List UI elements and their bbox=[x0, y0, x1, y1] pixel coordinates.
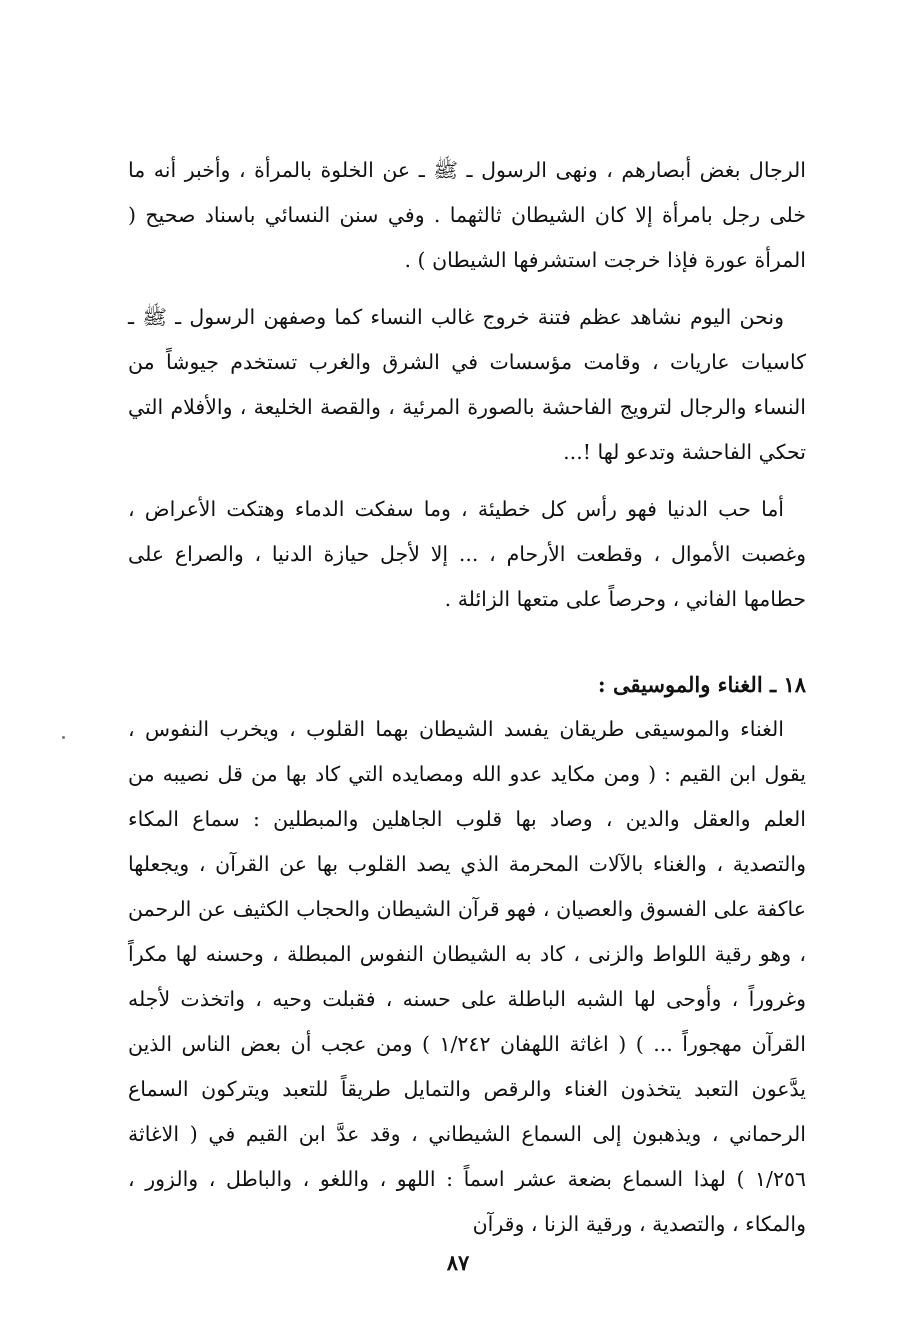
paragraph-1: الرجال بغض أبصارهم ، ونهى الرسول ـ ﷺ ـ عن الخلوة بالمرأة ، وأخبر أنه ما خلى رجل بامرأة إلا كان الشيطان ثالثهما . وفي سنن النسائي باسناد صحيح ( المرأة عورة فإذا خرجت استشرفها الشيطان ) . bbox=[128, 158, 806, 272]
paragraph-2: ونحن اليوم نشاهد عظم فتنة خروج غالب النساء كما وصفهن الرسول ـ ﷺ ـ كاسيات عاريات ، وقامت مؤسسات في الشرق والغرب تستخدم جيوشاً من النساء والرجال لترويج الفاحشة بالصورة المرئية ، والقصة الخليعة ، والأفلام التي تحكي الفاحشة وتدعو لها !... bbox=[128, 305, 806, 464]
section-body: الغناء والموسيقى طريقان يفسد الشيطان بهما القلوب ، ويخرب النفوس ، يقول ابن القيم : ( ومن مكايد عدو الله ومصايده التي كاد بها من قل نصيبه من العلم والعقل والدين ، وصاد بها قلوب الجاهلين والمبطلين : سماع المكاء والتصدية ، والغناء بالآلات المحرمة الذي يصد القلوب بها عن القرآن ، ويجعلها عاكفة على الفسوق والعصيان ، فهو قرآن الشيطان والحجاب الكثيف عن الرحمن ، وهو رقية اللواط والزنى ، كاد به الشيطان النفوس المبطلة ، وحسنه لها مكراً وغروراً ، وأوحى لها الشبه الباطلة على حسنه ، فقبلت وحيه ، واتخذت لأجله القرآن مهجوراً ... ) ( اغاثة اللهفان ١/٢٤٢ ) ومن عجب أن بعض الناس الذين يدَّعون التعبد يتخذون الغناء والرقص والتمايل طريقاً للتعبد ويتركون السماع الرحماني ، ويذهبون إلى السماع الشيطاني ، وقد عدَّ ابن القيم في ( الاغاثة ١/٢٥٦ ) لهذا السماع بضعة عشر اسماً : اللهو ، واللغو ، والباطل ، والزور ، والمكاء ، والتصدية ، ورقية الزنا ، وقرآن bbox=[128, 717, 806, 1236]
section-heading: ١٨ ـ الغناء والموسيقى : bbox=[597, 672, 806, 697]
paragraph-gap bbox=[128, 475, 806, 487]
section-gap bbox=[128, 622, 806, 662]
page-body bbox=[128, 148, 806, 1247]
scan-speck bbox=[62, 736, 65, 739]
paragraph-gap bbox=[128, 283, 806, 295]
page-number: ٨٧ bbox=[446, 1250, 470, 1275]
paragraph-3: أما حب الدنيا فهو رأس كل خطيئة ، وما سفكت الدماء وهتكت الأعراض ، وغصبت الأموال ، وقطعت الأرحام ، ... إلا لأجل حيازة الدنيا ، والصراع على حطامها الفاني ، وحرصاً على متعها الزائلة . bbox=[128, 497, 806, 611]
